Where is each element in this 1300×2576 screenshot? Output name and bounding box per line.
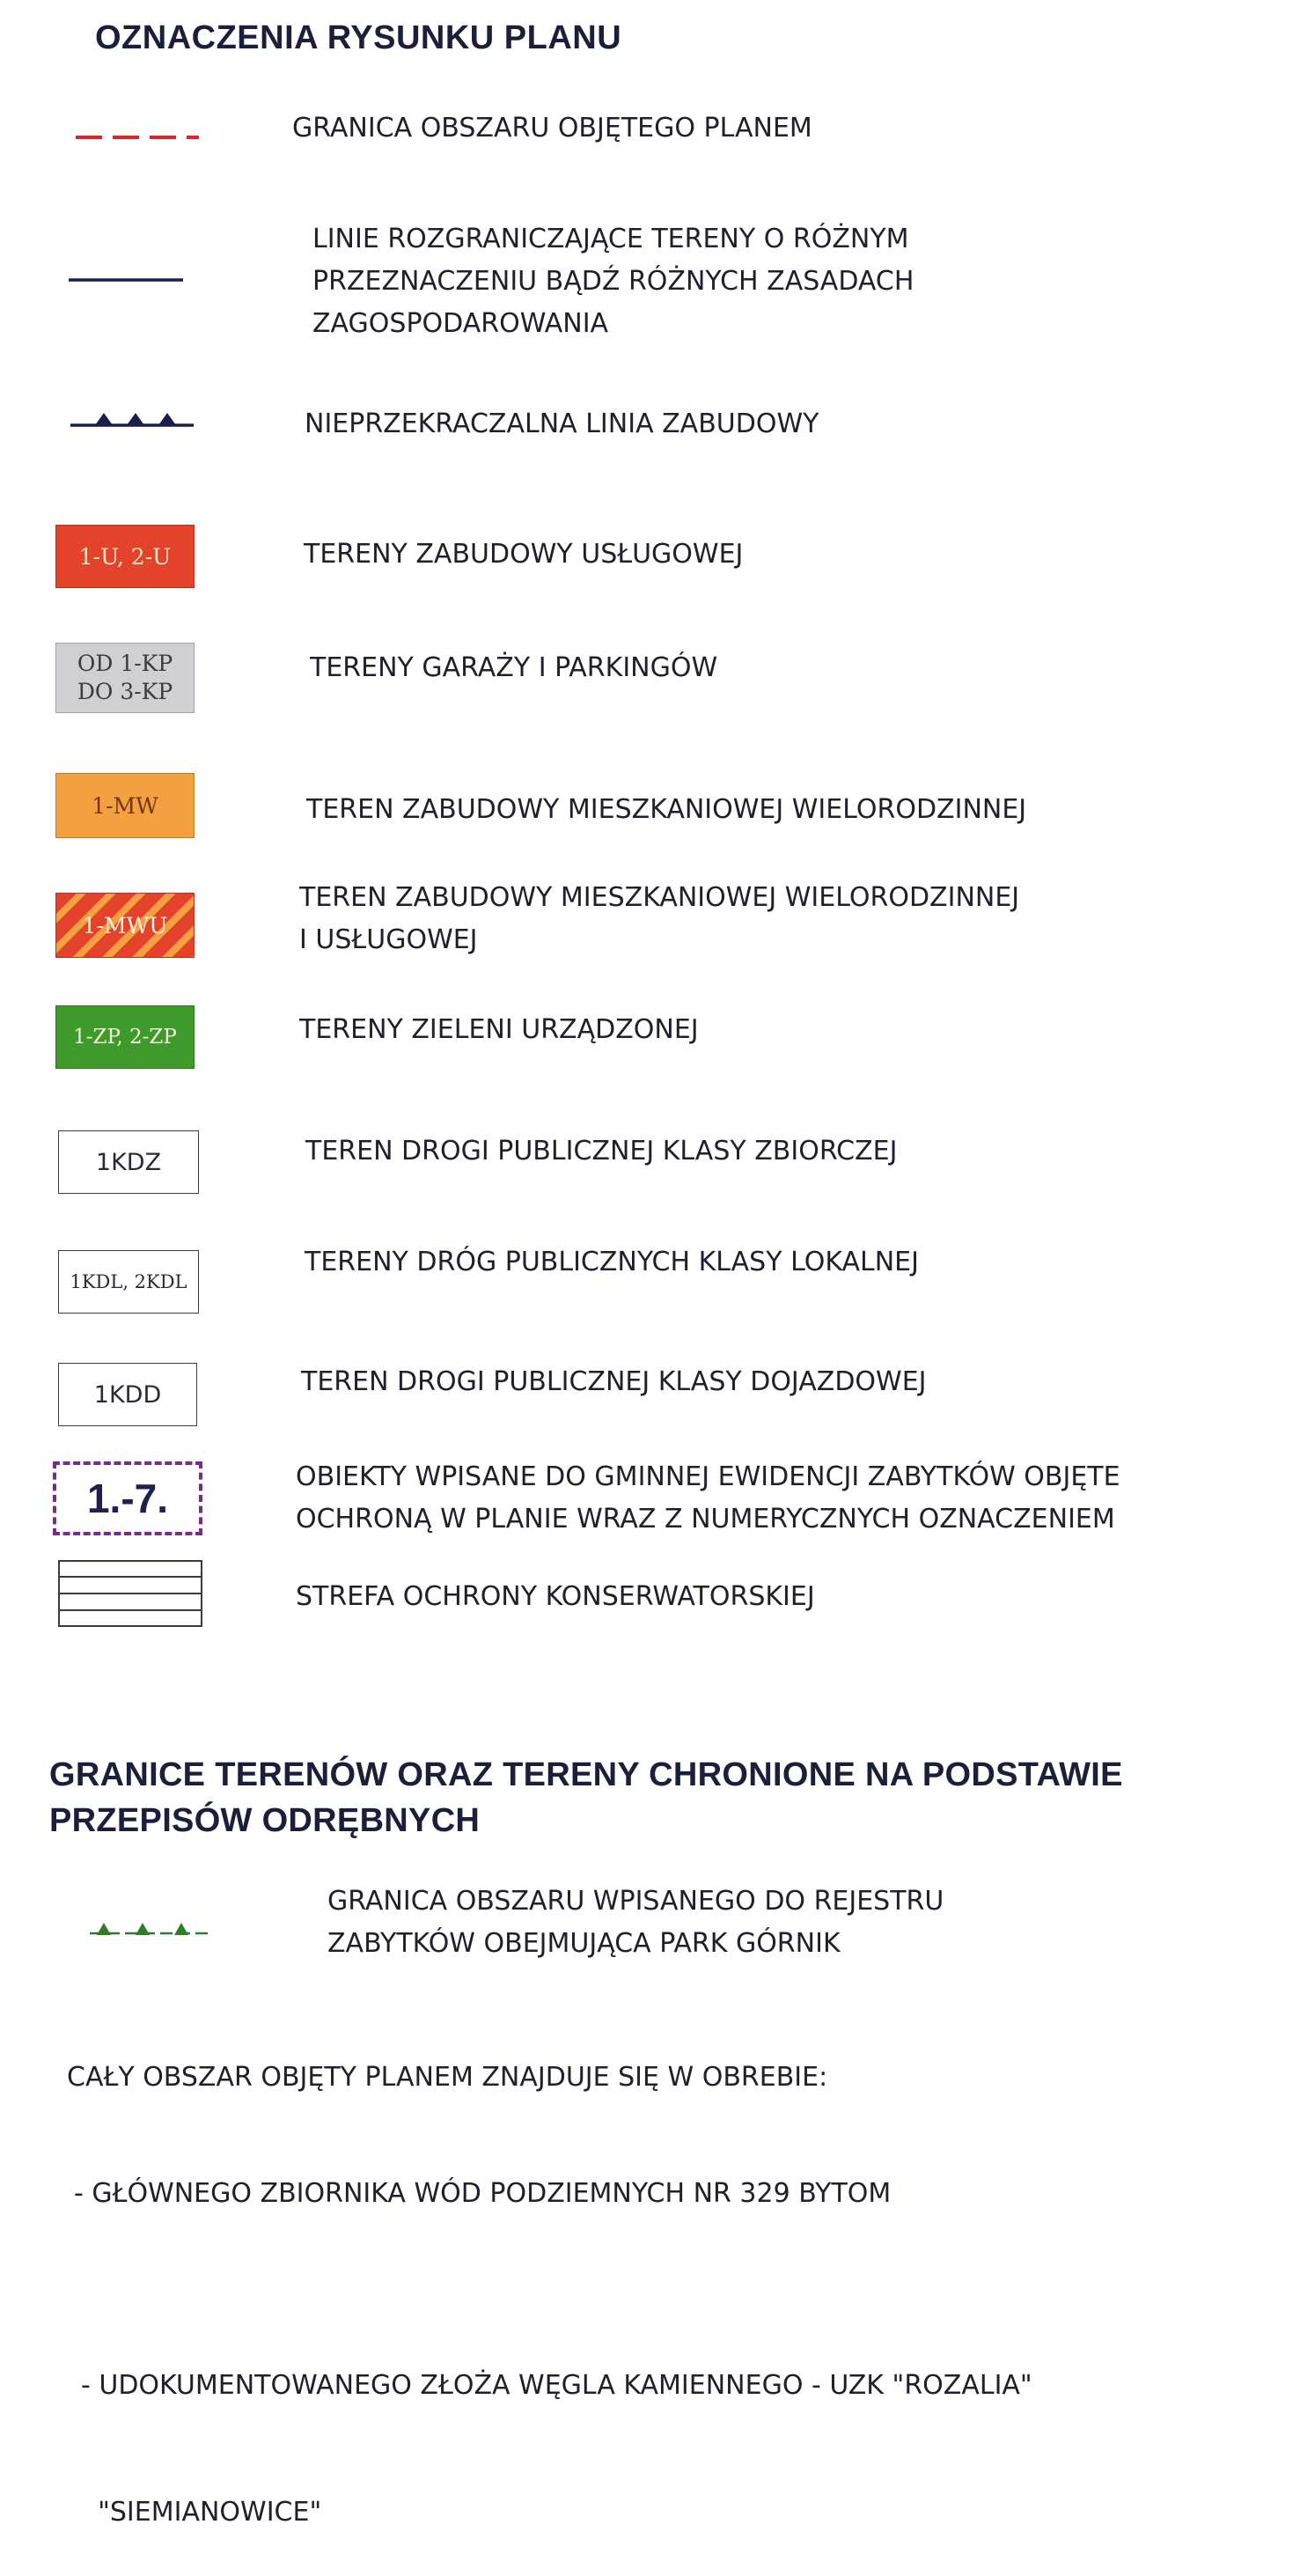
legend-label-multifamily-services: TEREN ZABUDOWY MIESZKANIOWEJ WIELORODZINNEJ I USŁUGOWEJ — [299, 882, 1020, 955]
legend-label-garages: TERENY GARAŻY I PARKINGÓW — [310, 652, 718, 683]
section2-title: GRANICE TERENÓW ORAZ TERENY CHRONIONE NA PODSTAWIE PRZEPISÓW ODRĘBNYCH — [49, 1756, 1123, 1839]
legend-label-road-kdd: TEREN DROGI PUBLICZNEJ KLASY DOJAZDOWEJ — [301, 1366, 927, 1397]
dashed-red-line-icon — [62, 116, 211, 151]
legend-symbol-road-kdz: 1KDZ — [58, 1130, 199, 1194]
legend-symbol-road-kdd: 1KDD — [58, 1363, 197, 1426]
legend-label-services: TERENY ZABUDOWY USŁUGOWEJ — [304, 539, 744, 570]
legend-symbol-garages: OD 1-KP DO 3-KP — [55, 643, 195, 713]
legend-symbol-services: 1-U, 2-U — [55, 525, 195, 588]
legend-label-monuments: OBIEKTY WPISANE DO GMINNEJ EWIDENCJI ZABYTKÓW OBJĘTE OCHRONĄ W PLANIE WRAZ Z NUMERYCZNYCH OZNACZENIEM — [296, 1461, 1120, 1535]
legend-symbol-plan-boundary — [62, 116, 211, 151]
legend-title: OZNACZENIA RYSUNKU PLANU — [95, 19, 622, 56]
legend-symbol-multifamily-services: 1-MWU — [55, 893, 195, 958]
solid-line-icon — [62, 264, 211, 291]
legend-label-plan-boundary: GRANICA OBSZARU OBJĘTEGO PLANEM — [292, 113, 812, 144]
notes-item-1: - GŁÓWNEGO ZBIORNIKA WÓD PODZIEMNYCH NR 329 BYTOM — [74, 2178, 892, 2209]
notes-intro: CAŁY OBSZAR OBJĘTY PLANEM ZNAJDUJE SIĘ W OBREBIE: — [67, 2062, 828, 2093]
legend-symbol-conservation-zone — [58, 1560, 202, 1627]
legend-symbol-dividing-lines — [62, 264, 211, 291]
building-line-triangles-icon — [62, 401, 211, 436]
hatched-lines-icon — [58, 1560, 202, 1627]
legend-label-multifamily: TEREN ZABUDOWY MIESZKANIOWEJ WIELORODZINNEJ — [306, 794, 1027, 825]
legend-label-building-line: NIEPRZEKRACZALNA LINIA ZABUDOWY — [305, 408, 819, 439]
legend-label-greenery: TERENY ZIELENI URZĄDZONEJ — [299, 1014, 699, 1045]
legend-label-register-boundary: GRANICA OBSZARU WPISANEGO DO REJESTRU ZABYTKÓW OBEJMUJĄCA PARK GÓRNIK — [327, 1886, 944, 1959]
legend-symbol-road-kdl: 1KDL, 2KDL — [58, 1250, 199, 1314]
legend-symbol-greenery: 1-ZP, 2-ZP — [55, 1005, 195, 1069]
legend-symbol-building-line — [62, 401, 211, 436]
legend-symbol-monuments: 1.-7. — [53, 1461, 202, 1535]
legend-label-conservation-zone: STREFA OCHRONY KONSERWATORSKIEJ — [296, 1581, 815, 1612]
legend-label-road-kdz: TEREN DROGI PUBLICZNEJ KLASY ZBIORCZEJ — [305, 1136, 898, 1167]
notes-item-2: - UDOKUMENTOWANEGO ZŁOŻA WĘGLA KAMIENNEGO - UZK "ROZALIA" "SIEMIANOWICE" — [81, 2370, 1032, 2528]
legend-label-dividing-lines: LINIE ROZGRANICZAJĄCE TERENY O RÓŻNYM PRZEZNACZENIU BĄDŹ RÓŻNYCH ZASADACH ZAGOSPODAROWANIA — [312, 224, 914, 339]
legend-label-road-kdl: TERENY DRÓG PUBLICZNYCH KLASY LOKALNEJ — [305, 1247, 919, 1277]
legend-symbol-multifamily: 1-MW — [55, 773, 195, 838]
green-triangle-line-icon — [84, 1910, 234, 1946]
legend-symbol-register-boundary — [84, 1910, 234, 1946]
